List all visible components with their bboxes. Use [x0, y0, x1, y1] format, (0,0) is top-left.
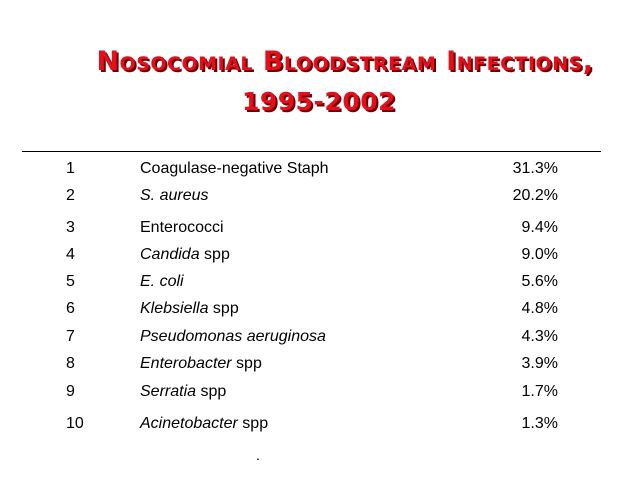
organism-cell [140, 378, 226, 405]
organism-suffix: Enterococci [140, 219, 224, 236]
percent-cell: 9.0% [521, 246, 558, 263]
organism-cell [140, 268, 184, 295]
rank-cell: 5 [66, 273, 75, 290]
percent-cell: 31.3% [512, 160, 558, 177]
organism-cell [140, 350, 262, 377]
table-row [0, 295, 638, 322]
table-row [0, 350, 638, 377]
organism-cell [140, 155, 329, 182]
organism-genus: E. coli [140, 273, 184, 290]
table-row [0, 182, 638, 209]
rank-cell: 4 [66, 246, 75, 263]
organism-cell [140, 214, 224, 241]
table-row [0, 241, 638, 268]
slide-title: Nosocomial Bloodstream Infections, [96, 46, 594, 77]
table-row [0, 155, 638, 182]
table-row [0, 323, 638, 350]
rank-cell: 8 [66, 355, 75, 372]
organism-genus: Serratia [140, 383, 197, 400]
organism-suffix: spp [208, 300, 239, 317]
organism-suffix: spp [231, 355, 262, 372]
percent-cell: 5.6% [521, 273, 558, 290]
percent-cell: 1.3% [521, 415, 558, 432]
rank-cell: 6 [66, 300, 75, 317]
percent-cell: 4.8% [521, 300, 558, 317]
organism-genus: Candida [140, 246, 200, 263]
table-row [0, 378, 638, 405]
organism-cell [140, 241, 230, 268]
rank-cell: 10 [66, 415, 84, 432]
percent-cell: 1.7% [521, 383, 558, 400]
table-row [0, 268, 638, 295]
rank-cell: 9 [66, 383, 75, 400]
table-row [0, 410, 638, 437]
organism-genus: Acinetobacter [140, 415, 238, 432]
rank-cell: 3 [66, 219, 75, 236]
organism-suffix: spp [196, 383, 227, 400]
percent-cell: 3.9% [521, 355, 558, 372]
organism-cell [140, 182, 208, 209]
footnote-mark: . [256, 447, 260, 463]
organism-cell [140, 295, 239, 322]
organism-suffix: Coagulase-negative Staph [140, 160, 329, 177]
percent-cell: 9.4% [521, 219, 558, 236]
percent-cell: 20.2% [512, 187, 558, 204]
rank-cell: 2 [66, 187, 75, 204]
organism-genus: Klebsiella [140, 300, 209, 317]
organism-suffix: spp [237, 415, 269, 432]
organism-cell [140, 410, 268, 437]
percent-cell: 4.3% [521, 328, 558, 345]
rank-cell: 1 [66, 160, 75, 177]
organism-cell [140, 323, 326, 350]
organism-suffix: spp [199, 246, 230, 263]
rank-cell: 7 [66, 328, 75, 345]
slide-title-years: 1995-2002 [241, 87, 397, 116]
organism-genus: Enterobacter [140, 355, 232, 372]
table-row [0, 214, 638, 241]
organism-genus: S. aureus [140, 187, 209, 204]
organism-genus: Pseudomonas aeruginosa [140, 328, 326, 345]
